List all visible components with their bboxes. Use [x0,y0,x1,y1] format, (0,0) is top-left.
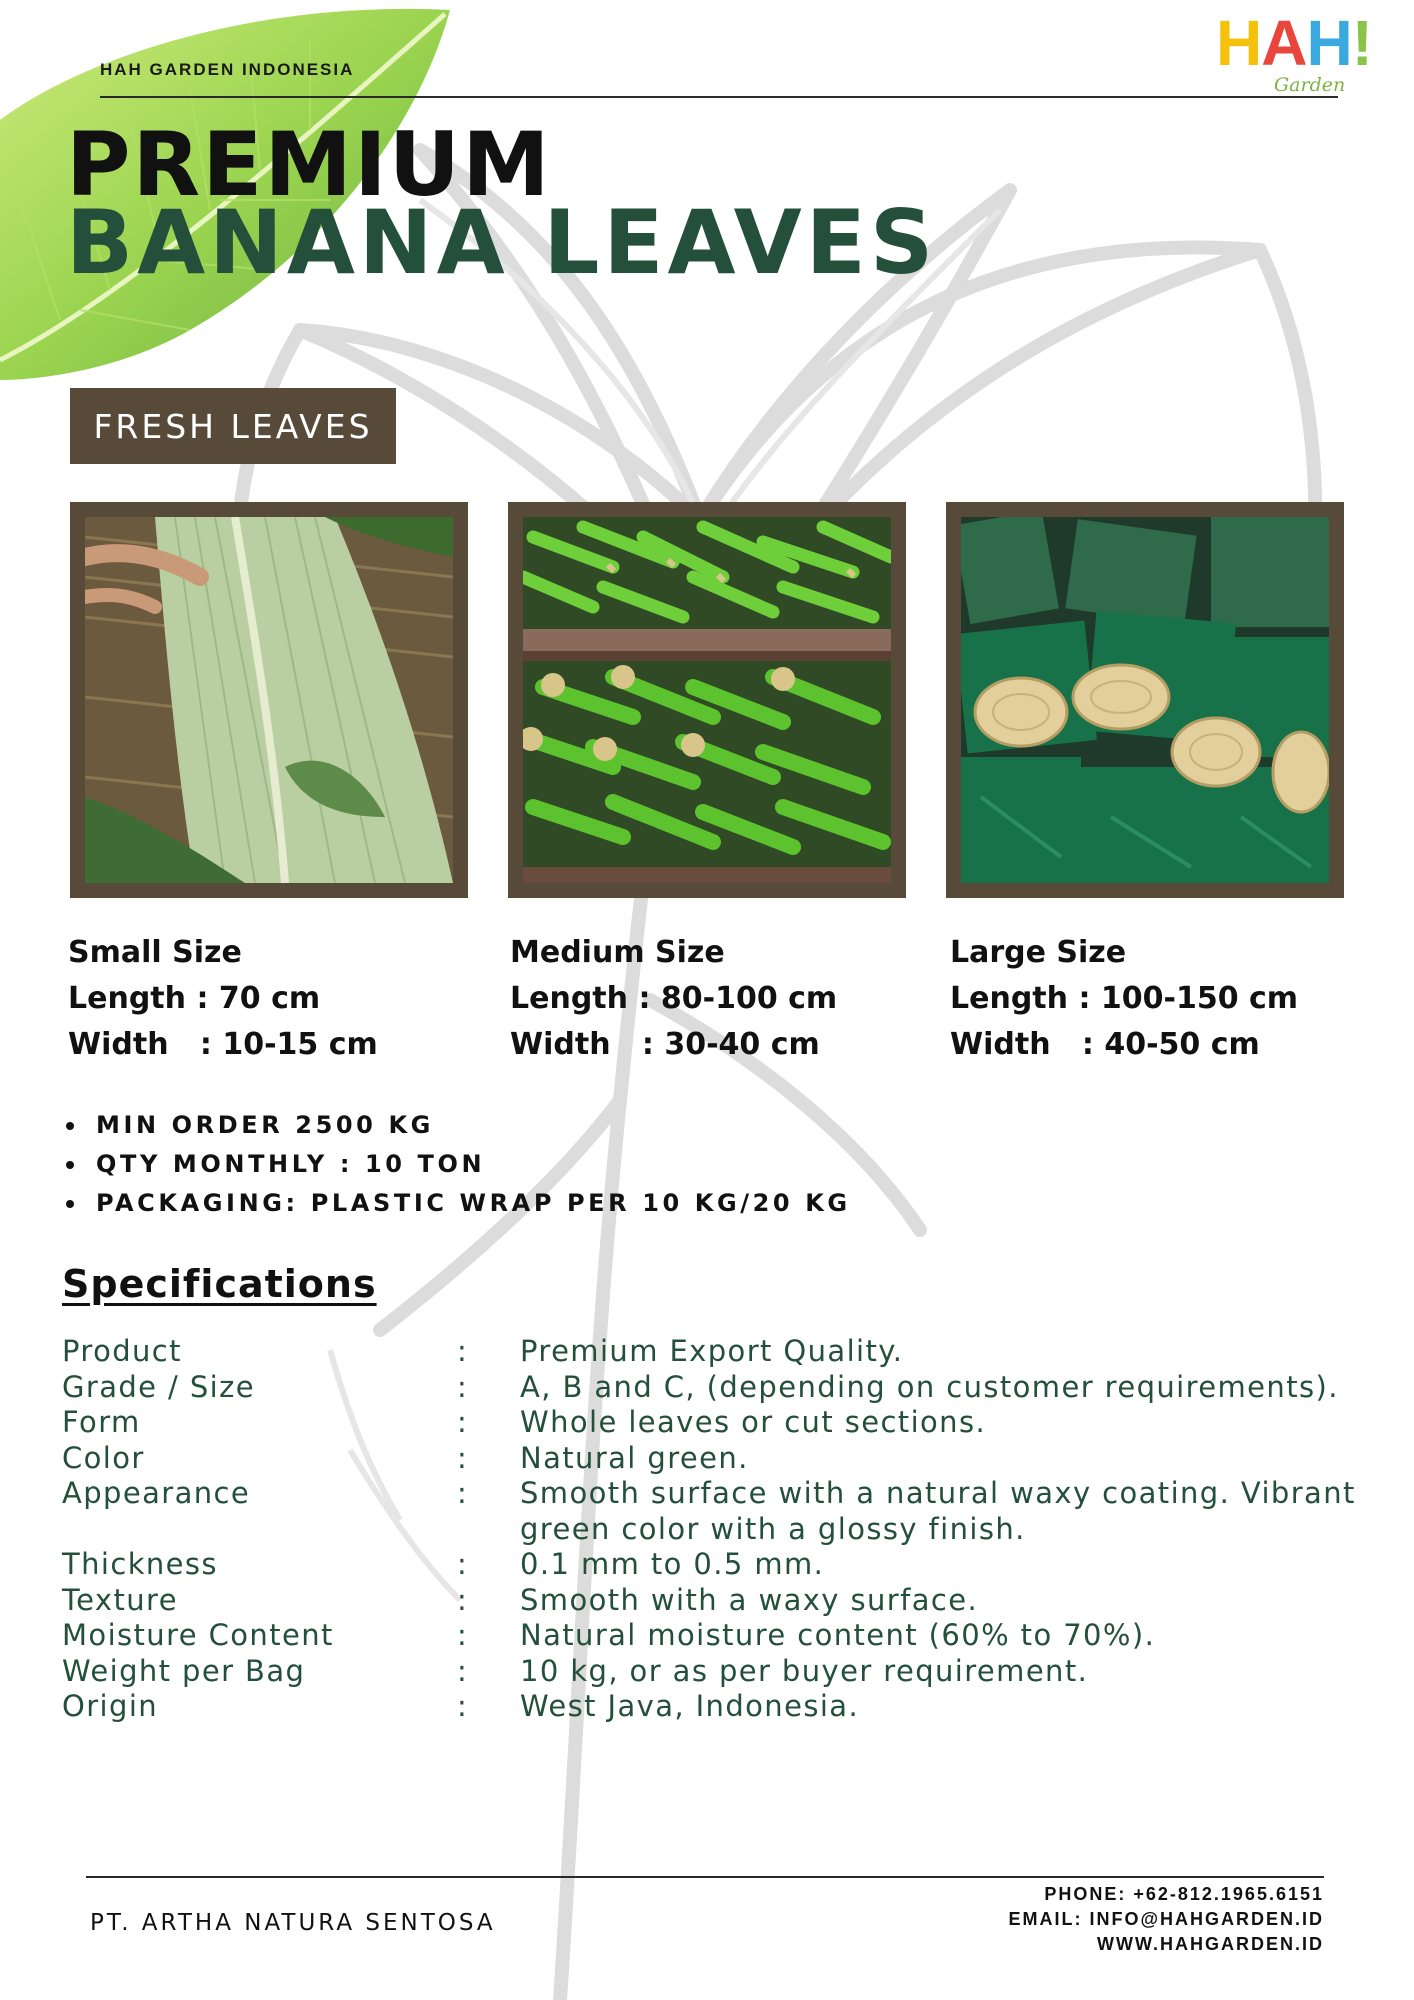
spec-key: Product [62,1334,182,1368]
bullet-icon [66,1161,74,1169]
size-length: Length : 80-100 cm [510,981,838,1016]
spec-separator: : [457,1334,469,1368]
spec-key: Origin [62,1689,159,1723]
size-name: Medium Size [510,935,725,970]
list-item: QTY MONTHLY : 10 TON [66,1145,851,1184]
large-size-info [950,930,1298,1068]
spec-value: Premium Export Quality. [520,1334,904,1368]
spec-value: Smooth with a waxy surface. [520,1582,979,1617]
spec-value: Smooth surface with a natural waxy coating. Vibrant green color with a glossy finish. [520,1476,1356,1546]
spec-value: 10 kg, or as per buyer requirement. [520,1653,1089,1688]
size-width: Width : 40-50 cm [950,1027,1260,1062]
spec-value: 0.1 mm to 0.5 mm. [520,1547,825,1581]
medium-size-info [510,930,837,1068]
specifications-heading: Specifications [62,1262,377,1306]
size-length: Length : 100-150 cm [950,981,1299,1016]
spec-key: Thickness [62,1547,218,1581]
size-name: Large Size [950,935,1127,970]
spec-key: Appearance [62,1476,251,1510]
spec-value: Whole leaves or cut sections. [520,1405,987,1439]
medium-size-photo [508,502,906,898]
spec-key: Texture [62,1582,178,1617]
company-name: PT. ARTHA NATURA SENTOSA [90,1910,496,1936]
spec-separator: : [457,1582,469,1617]
spec-separator: : [457,1476,469,1510]
title-line-2: BANANA LEAVES [66,191,938,294]
large-size-photo [946,502,1344,898]
title-line-1: PREMIUM [66,113,552,216]
phone-number: PHONE: +62-812.1965.6151 [1044,1884,1324,1904]
spec-key: Form [62,1405,141,1439]
hah-garden-logo [1216,7,1372,100]
footer-divider [86,1876,1324,1878]
small-size-info [68,930,378,1068]
small-size-photo [70,502,468,898]
spec-separator: : [457,1653,469,1688]
order-details-list [66,1106,851,1223]
email-address: EMAIL: INFO@HAHGARDEN.ID [1008,1909,1324,1929]
logo-wordmark: HAH! [1216,7,1372,79]
bullet-icon [66,1200,74,1208]
rolled-leaves-shelf-image [523,517,891,883]
size-width: Width : 10-15 cm [68,1027,378,1062]
spec-key: Weight per Bag [62,1653,306,1688]
spec-value: A, B and C, (depending on customer requirements). [520,1369,1339,1404]
brand-name: HAH GARDEN INDONESIA [100,60,355,79]
spec-separator: : [457,1618,469,1652]
spec-separator: : [457,1369,469,1404]
list-item: MIN ORDER 2500 KG [66,1106,851,1145]
spec-separator: : [457,1405,469,1439]
spec-value: West Java, Indonesia. [520,1689,860,1723]
spec-value: Natural moisture content (60% to 70%). [520,1618,1156,1652]
contact-info [1008,1882,1324,1957]
size-length: Length : 70 cm [68,981,321,1016]
bullet-icon [66,1122,74,1130]
website-link: WWW.HAHGARDEN.ID [1097,1934,1324,1954]
spec-key: Grade / Size [62,1369,255,1404]
size-name: Small Size [68,935,242,970]
spec-key: Moisture Content [62,1618,334,1652]
header-divider [100,96,1338,98]
spec-key: Color [62,1440,145,1475]
spec-separator: : [457,1547,469,1581]
spec-separator: : [457,1689,469,1723]
large-rolled-leaves-image [961,517,1329,883]
spec-separator: : [457,1440,469,1475]
category-badge: FRESH LEAVES [70,388,396,464]
size-width: Width : 30-40 cm [510,1027,820,1062]
logo-subtext: Garden [1274,74,1346,96]
leaf-on-mat-image [85,517,453,883]
list-item: PACKAGING: PLASTIC WRAP PER 10 KG/20 KG [66,1184,851,1223]
spec-value: Natural green. [520,1440,749,1475]
